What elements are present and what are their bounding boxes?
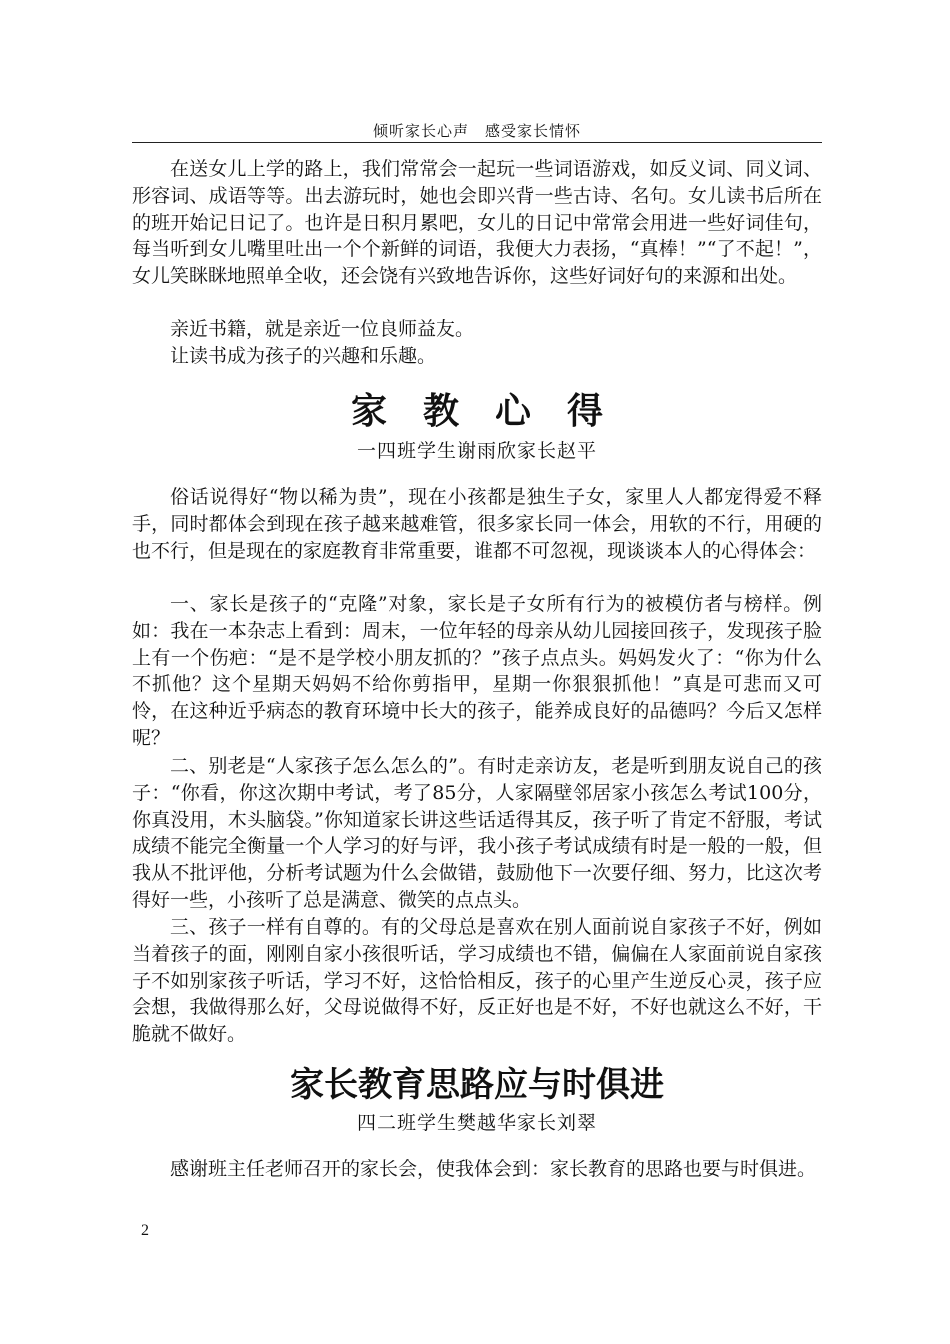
running-header: 倾听家长心声 感受家长情怀 — [372, 122, 581, 140]
article1-title: 家 教 心 得 — [350, 391, 603, 432]
article1-paragraph-3: 二、别老是“人家孩子怎么怎么的”。有时走亲访友，老是听到朋友说自己的孩子：“你看，你这次期中考试，考了85分，人家隔壁邻居家小孩怎么考试100分，你真没用，木头脑袋。”你知道家长讲这些话适得其反，孩子听了肯定不舒服，考试成绩不能完全衡量一个人学习的好与评，我小孩子考试成绩有时是一般的一般，但我从不批评他，分析考试题为什么会做错，鼓励他下一次要仔细、努力，比这次考得好一些，小孩听了总是满意、微笑的点点头。 — [132, 755, 822, 911]
article1-paragraph-1: 俗话说得好“物以稀为贵”，现在小孩都是独生子女，家里人人都宠得爱不释手，同时都体会到现在孩子越来越难管，很多家长同一体会，用软的不行，用硬的也不行，但是现在的家庭教育非常重要，谁都不可忽视，现谈谈本人的心得体会： — [132, 486, 822, 562]
article1-paragraph-4: 三、孩子一样有自尊的。有的父母总是喜欢在别人面前说自家孩子不好，例如当着孩子的面，刚刚自家小孩很听话，学习成绩也不错，偏偏在人家面前说自家孩子不如别家孩子听话，学习不好，这恰恰相反，孩子的心里产生逆反心灵，孩子应会想，我做得那么好，父母说做得不好，反正好也是不好，不好也就这么不好，干脆就不做好。 — [132, 916, 822, 1046]
article2-title: 家长教育思路应与时俱进 — [290, 1065, 664, 1105]
page-number: 2 — [141, 1222, 149, 1239]
article2-paragraph-1: 感谢班主任老师召开的家长会，使我体会到：家长教育的思路也要与时俱进。 — [170, 1158, 817, 1180]
article2-byline: 四二班学生樊越华家长刘翠 — [356, 1112, 597, 1134]
article1-byline: 一四班学生谢雨欣家长赵平 — [356, 440, 597, 462]
intro-paragraph-2: 亲近书籍，就是亲近一位良师益友。 — [170, 318, 475, 340]
intro-paragraph-3: 让读书成为孩子的兴趣和乐趣。 — [170, 345, 437, 367]
article1-paragraph-2: 一、家长是孩子的“克隆”对象，家长是子女所有行为的被模仿者与榜样。例如：我在一本杂志上看到：周末，一位年轻的母亲从幼儿园接回孩子，发现孩子脸上有一个伤疤：“是不是学校小朋友抓的？”孩子点点头。妈妈发火了：“你为什么不抓他？这个星期天妈妈不给你剪指甲，星期一你狠狠抓他！”真是可悲而又可怜，在这种近乎病态的教育环境中长大的孩子，能养成良好的品德吗？今后又怎样呢？ — [132, 593, 822, 749]
intro-paragraph-1: 在送女儿上学的路上，我们常常会一起玩一些词语游戏，如反义词、同义词、形容词、成语等等。出去游玩时，她也会即兴背一些古诗、名句。女儿读书后所在的班开始记日记了。也许是日积月累吧，女儿的日记中常常会用进一些好词佳句，每当听到女儿嘴里吐出一个个新鲜的词语，我便大力表扬，“真棒！”“了不起！”，女儿笑眯眯地照单全收，还会饶有兴致地告诉你，这些好词好句的来源和出处。 — [132, 158, 822, 288]
header-rule — [132, 142, 822, 143]
